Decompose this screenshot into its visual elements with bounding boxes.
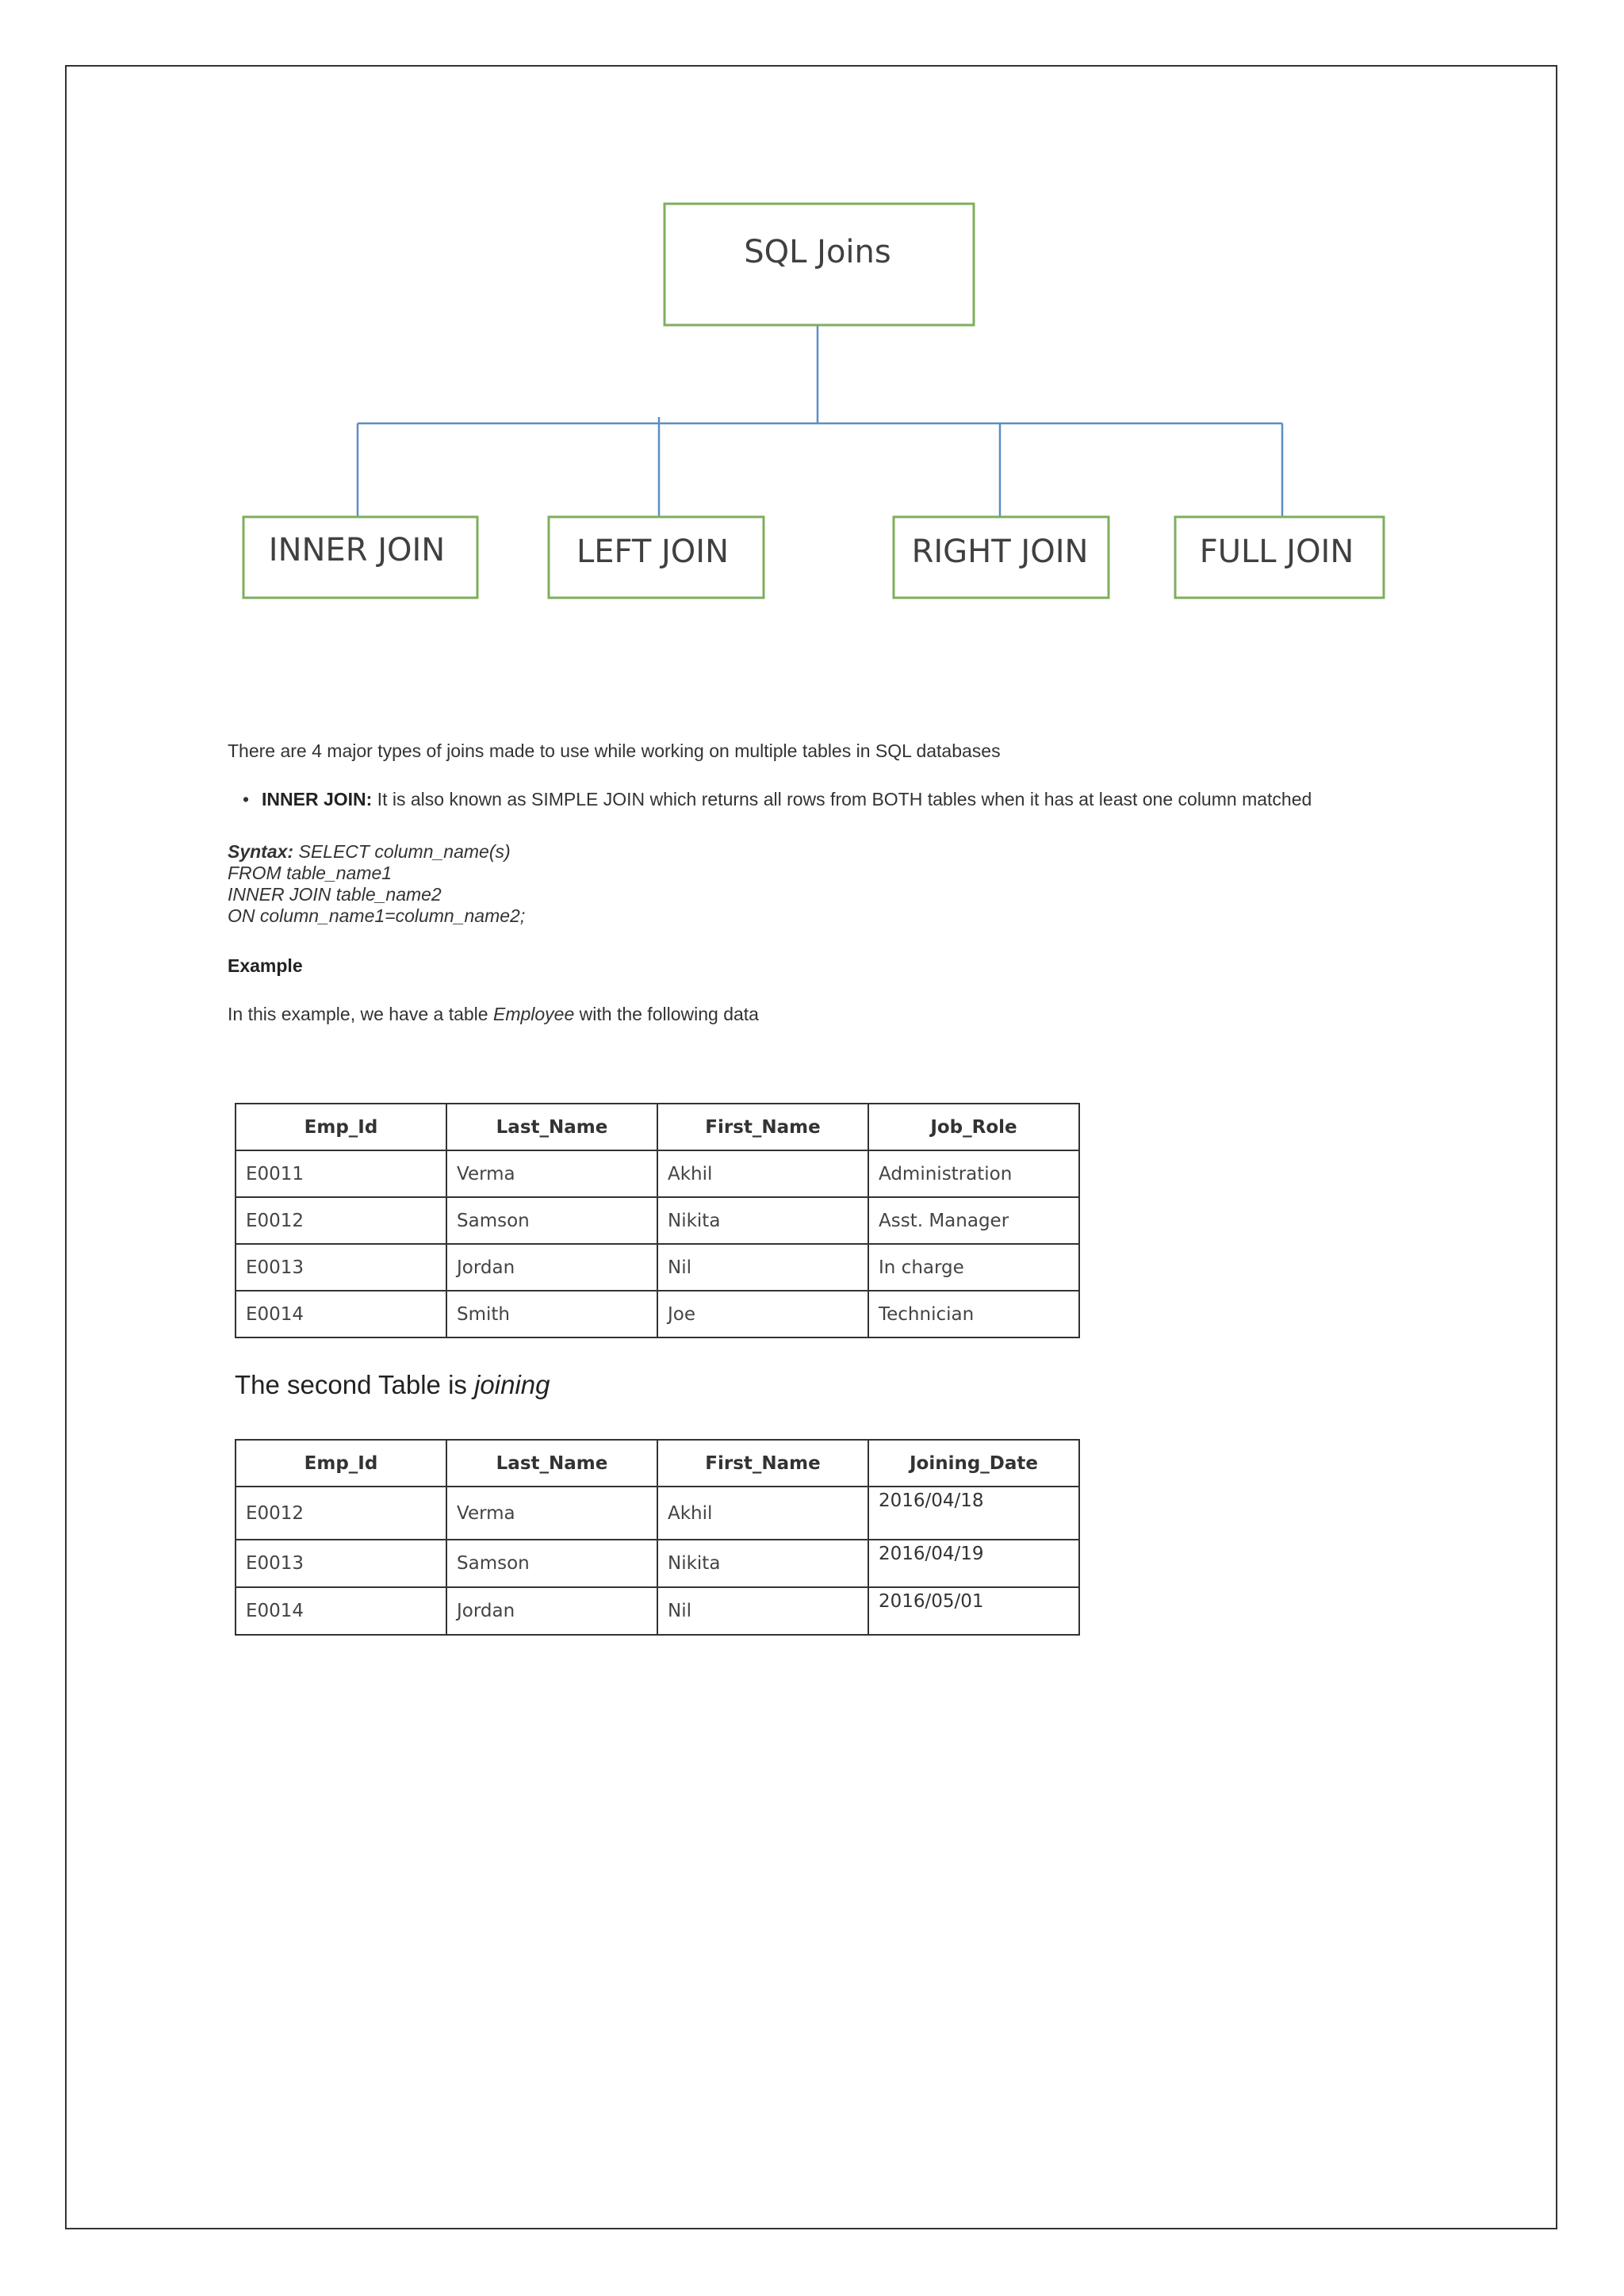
bullet-term: INNER JOIN: (262, 789, 373, 809)
table-cell: Nikita (657, 1540, 868, 1587)
table-row (236, 1244, 1079, 1291)
second-table-heading (235, 1370, 550, 1400)
table-cell: Akhil (657, 1487, 868, 1540)
column-header: First_Name (657, 1104, 868, 1150)
table-cell: Verma (446, 1487, 657, 1540)
table-cell: Verma (446, 1150, 657, 1197)
table-cell: E0013 (236, 1244, 446, 1291)
bullet-dot-icon: • (243, 789, 250, 809)
example-description (228, 1004, 759, 1025)
table-cell: Jordan (446, 1587, 657, 1635)
table-cell: Samson (446, 1197, 657, 1244)
node-root (665, 204, 974, 325)
table-row (236, 1540, 1079, 1587)
table-cell: 2016/04/18 (868, 1487, 1079, 1540)
column-header: Last_Name (446, 1440, 657, 1487)
node-inner-join-label: INNER JOIN (268, 532, 446, 568)
node-left-join-label: LEFT JOIN (576, 534, 730, 570)
syntax-line-4: ON column_name1=column_name2; (228, 905, 526, 926)
table-cell: Joe (657, 1291, 868, 1337)
example-desc-after: with the following data (574, 1004, 759, 1024)
table-cell: Nikita (657, 1197, 868, 1244)
table-cell: 2016/05/01 (868, 1587, 1079, 1635)
node-full-join-label: FULL JOIN (1199, 534, 1354, 570)
intro-text: There are 4 major types of joins made to use while working on multiple tables in SQL databases (228, 740, 1001, 761)
second-heading-name: joining (474, 1370, 550, 1399)
column-header: Emp_Id (236, 1104, 446, 1150)
employee-table (235, 1103, 1080, 1338)
table-cell: Smith (446, 1291, 657, 1337)
node-full-join (1175, 517, 1384, 598)
syntax-label: Syntax: (228, 841, 294, 862)
table-cell: Jordan (446, 1244, 657, 1291)
table-cell: Nil (657, 1244, 868, 1291)
table-cell: Administration (868, 1150, 1079, 1197)
node-left-join (549, 517, 764, 598)
table-cell: 2016/04/19 (868, 1540, 1079, 1587)
example-desc-before: In this example, we have a table (228, 1004, 493, 1024)
node-inner-join (243, 517, 477, 598)
bullet-inner-join (243, 789, 1312, 810)
syntax-line-1-text: SELECT column_name(s) (293, 841, 511, 862)
table-cell: E0012 (236, 1487, 446, 1540)
column-header: Last_Name (446, 1104, 657, 1150)
table-row (236, 1291, 1079, 1337)
node-root-label: SQL Joins (744, 234, 891, 270)
column-header: Job_Role (868, 1104, 1079, 1150)
node-right-join (894, 517, 1109, 598)
table-row (236, 1197, 1079, 1244)
table-cell: E0011 (236, 1150, 446, 1197)
syntax-line-3: INNER JOIN table_name2 (228, 884, 442, 905)
syntax-line-2: FROM table_name1 (228, 863, 393, 883)
table-cell: Nil (657, 1587, 868, 1635)
syntax-line-1 (228, 841, 525, 863)
table-cell: Samson (446, 1540, 657, 1587)
table-cell: E0014 (236, 1291, 446, 1337)
sql-joins-diagram (0, 0, 1624, 634)
bullet-text: It is also known as SIMPLE JOIN which returns all rows from BOTH tables when it has at least one column matched (372, 789, 1312, 809)
column-header: Joining_Date (868, 1440, 1079, 1487)
table-cell: In charge (868, 1244, 1079, 1291)
table-cell: E0012 (236, 1197, 446, 1244)
table-header-row (236, 1104, 1079, 1150)
table-row (236, 1487, 1079, 1540)
table-header-row (236, 1440, 1079, 1487)
example-desc-table: Employee (492, 1004, 575, 1024)
example-heading: Example (228, 955, 303, 976)
node-right-join-label: RIGHT JOIN (911, 534, 1089, 570)
joining-table (235, 1439, 1080, 1636)
table-cell: Akhil (657, 1150, 868, 1197)
table-cell: Technician (868, 1291, 1079, 1337)
column-header: First_Name (657, 1440, 868, 1487)
table-cell: E0014 (236, 1587, 446, 1635)
table-cell: E0013 (236, 1540, 446, 1587)
syntax-block (228, 841, 525, 927)
column-header: Emp_Id (236, 1440, 446, 1487)
table-row (236, 1587, 1079, 1635)
second-heading-text: The second Table is (235, 1370, 475, 1399)
table-row (236, 1150, 1079, 1197)
table-cell: Asst. Manager (868, 1197, 1079, 1244)
